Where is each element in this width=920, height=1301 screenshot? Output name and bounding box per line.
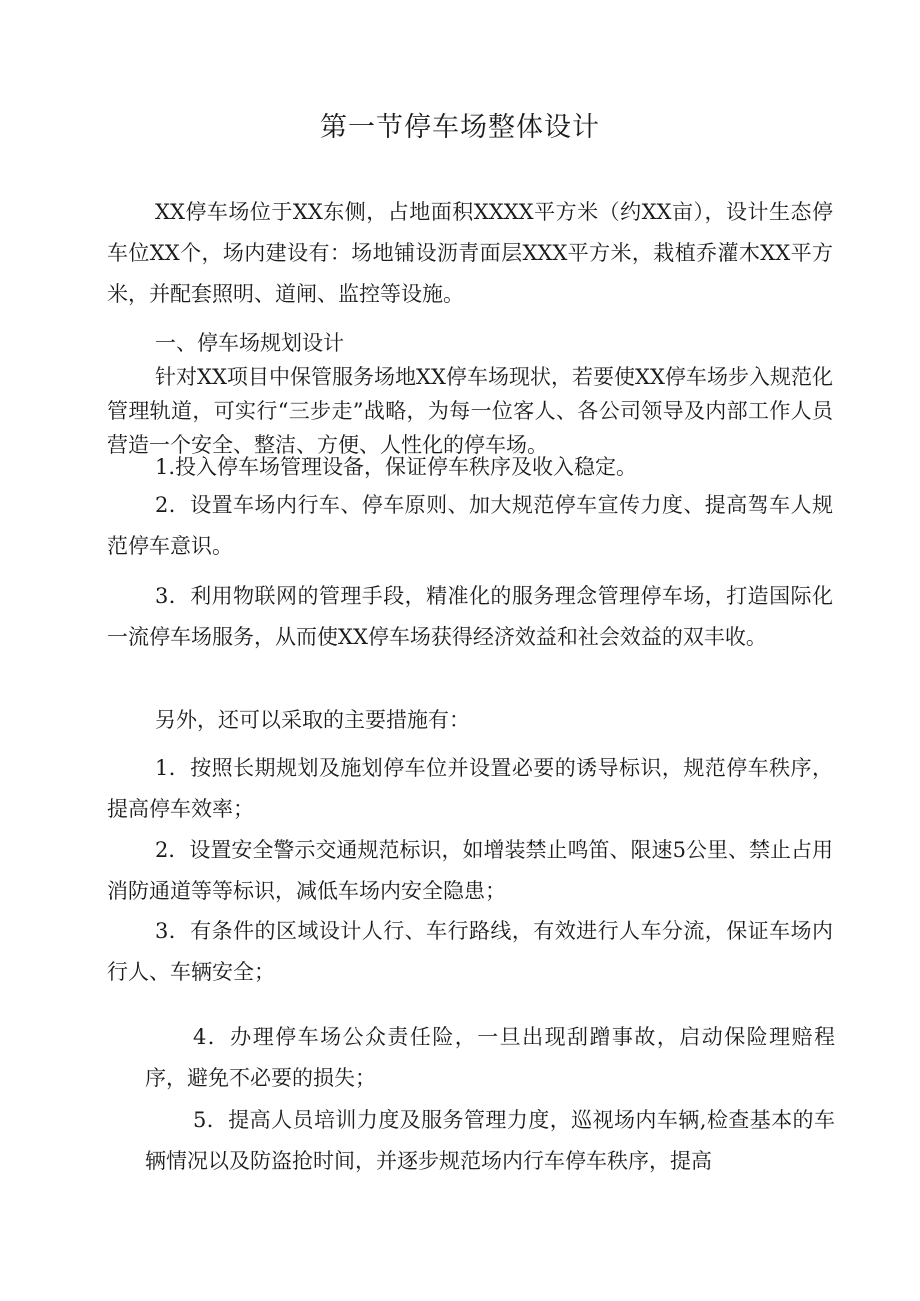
- measure-item-3: 3．有条件的区域设计人行、车行路线，有效进行人车分流，保证车场内行人、车辆安全；: [107, 919, 833, 984]
- measures-intro: 另外，还可以采取的主要措施有：: [155, 708, 470, 732]
- measure-item-4: 4．办理停车场公众责任险，一旦出现刮蹭事故，启动保险理赔程序，避免不必要的损失；: [145, 1025, 835, 1090]
- section-paragraph: 针对XX项目中保管服务场地XX停车场现状，若要使XX停车场步入规范化管理轨道，可实行“三步走”战略，为每一位客人、各公司领导及内部工作人员营造一个安全、整洁、方便、人性化的停车场。: [107, 365, 833, 457]
- measure-item-5: 5．提高人员培训力度及服务管理力度，巡视场内车辆,检查基本的车辆情况以及防盗抢时间，并逐步规范场内行车停车秩序，提高: [145, 1108, 835, 1173]
- section-heading: 一、停车场规划设计: [155, 331, 344, 355]
- page-title: 第一节停车场整体设计: [320, 112, 600, 143]
- step-item-1: 1.投入停车场管理设备，保证停车秩序及收入稳定。: [155, 455, 638, 479]
- step-item-3: 3．利用物联网的管理手段，精准化的服务理念管理停车场，打造国际化一流停车场服务，从而使XX停车场获得经济效益和社会效益的双丰收。: [107, 584, 833, 649]
- intro-paragraph: XX停车场位于XX东侧，占地面积XXXX平方米（约XX亩），设计生态停车位XX个，场内建设有：场地铺设沥青面层XXX平方米，栽植乔灌木XX平方米，并配套照明、道闸、监控等设施。: [107, 200, 833, 306]
- step-item-2: 2．设置车场内行车、停车原则、加大规范停车宣传力度、提高驾车人规范停车意识。: [107, 493, 833, 558]
- measure-item-1: 1．按照长期规划及施划停车位并设置必要的诱导标识，规范停车秩序，提高停车效率；: [107, 756, 833, 821]
- measure-item-2: 2．设置安全警示交通规范标识，如增装禁止鸣笛、限速5公里、禁止占用消防通道等等标识，减低车场内安全隐患；: [107, 838, 833, 903]
